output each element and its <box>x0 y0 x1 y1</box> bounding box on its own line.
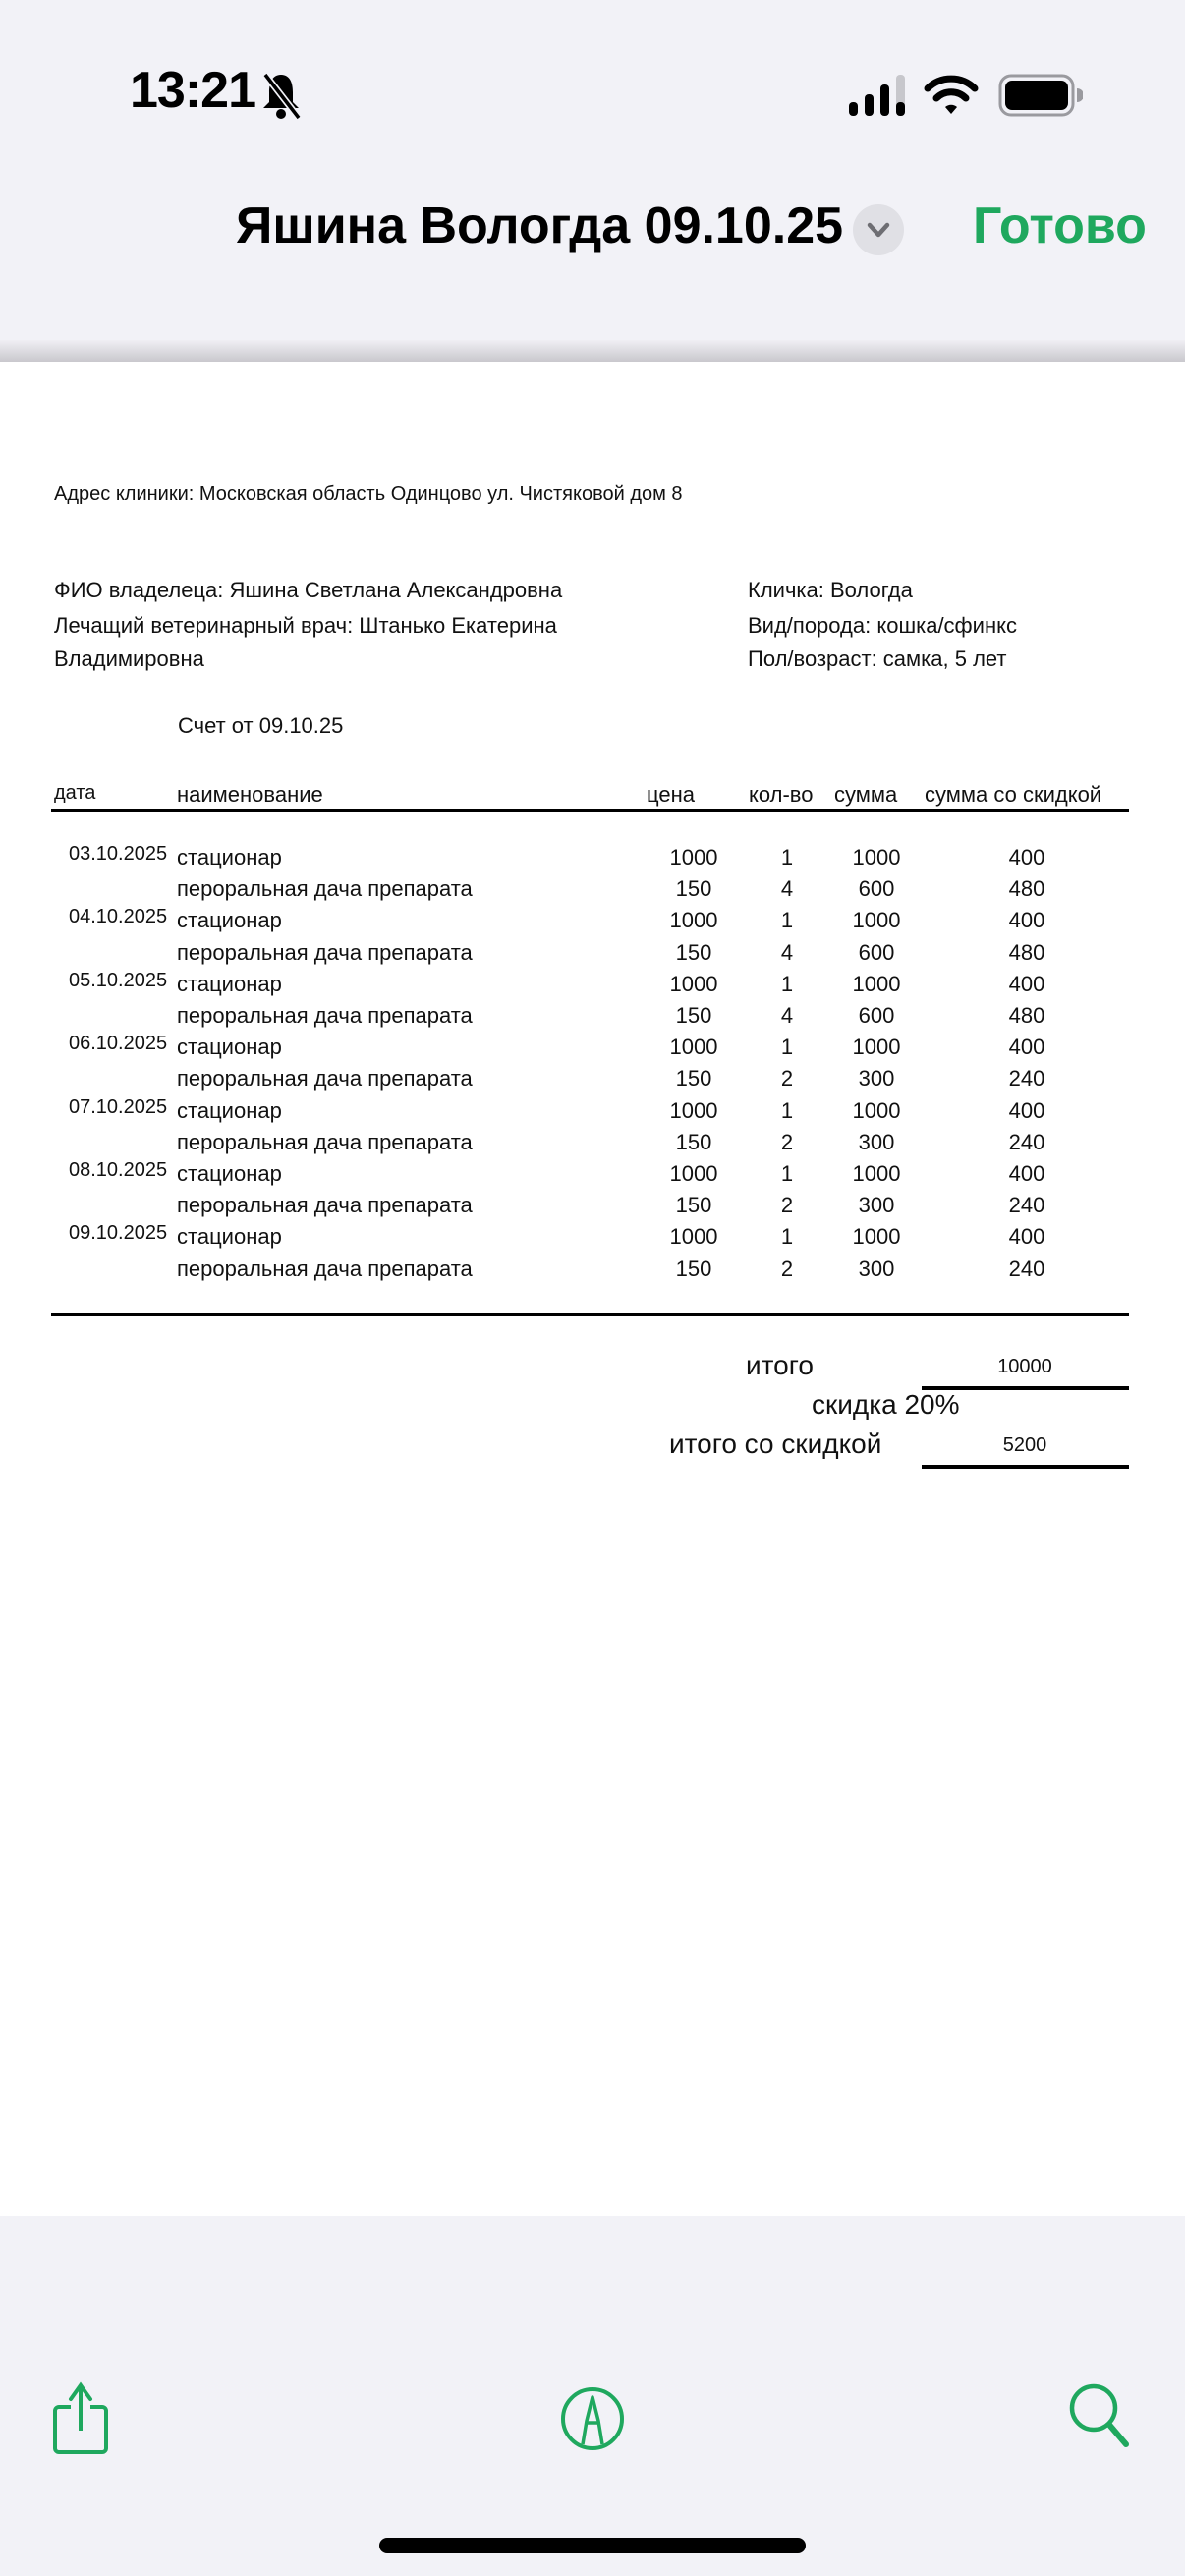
row-price: 1000 <box>669 1097 718 1123</box>
row-discounted: 240 <box>1008 1066 1045 1092</box>
bell-slash-icon <box>257 71 305 120</box>
table-row <box>0 876 1185 908</box>
row-qty: 1 <box>780 1224 794 1250</box>
row-qty: 1 <box>780 1035 794 1060</box>
row-price: 1000 <box>669 908 718 933</box>
row-discounted: 400 <box>1008 1161 1045 1186</box>
row-sum: 300 <box>858 1193 895 1218</box>
row-sum: 1000 <box>852 1161 901 1186</box>
row-qty: 1 <box>780 1161 794 1186</box>
row-discounted: 240 <box>1008 1256 1045 1281</box>
row-price: 150 <box>675 1129 712 1154</box>
row-price: 150 <box>675 1066 712 1092</box>
battery-icon <box>998 73 1083 118</box>
discounted-total-underline <box>922 1465 1129 1469</box>
search-icon[interactable] <box>1067 2381 1132 2452</box>
bottom-toolbar <box>0 2216 1185 2576</box>
discounted-total-value: 5200 <box>1002 1434 1047 1456</box>
row-price: 1000 <box>669 1035 718 1060</box>
table-row <box>0 940 1185 972</box>
header-qty: кол-во <box>749 782 814 807</box>
row-date: 06.10.2025 <box>69 1033 168 1055</box>
cellular-signal-icon <box>847 75 908 118</box>
row-qty: 1 <box>780 1097 794 1123</box>
row-name: пероральная дача препарата <box>177 1066 473 1092</box>
row-discounted: 400 <box>1008 1097 1045 1123</box>
row-name: стационар <box>177 971 282 996</box>
doctor-name-line2: Владимировна <box>54 646 204 671</box>
row-name: пероральная дача препарата <box>177 1193 473 1218</box>
row-discounted: 240 <box>1008 1193 1045 1218</box>
discounted-total-label: итого со скидкой <box>669 1428 882 1459</box>
row-qty: 1 <box>780 971 794 996</box>
markup-icon[interactable] <box>559 2383 626 2454</box>
row-price: 1000 <box>669 1224 718 1250</box>
pet-name: Кличка: Вологда <box>748 578 913 602</box>
row-price: 1000 <box>669 971 718 996</box>
status-bar <box>0 0 1185 187</box>
nav-divider <box>0 340 1185 362</box>
row-qty: 2 <box>780 1193 794 1218</box>
row-date: 08.10.2025 <box>69 1159 168 1181</box>
row-name: стационар <box>177 845 282 869</box>
home-indicator[interactable] <box>379 2538 806 2553</box>
row-sum: 600 <box>858 876 895 902</box>
done-button[interactable]: Готово <box>973 197 1147 254</box>
header-name: наименование <box>177 782 323 807</box>
chevron-down-icon <box>853 204 904 255</box>
row-sum: 1000 <box>852 845 901 869</box>
pet-sex-age: Пол/возраст: самка, 5 лет <box>748 646 1007 671</box>
table-row <box>0 969 1185 1003</box>
row-sum: 300 <box>858 1129 895 1154</box>
table-row <box>0 1161 1185 1193</box>
row-price: 150 <box>675 1193 712 1218</box>
row-name: пероральная дача препарата <box>177 876 473 902</box>
row-name: стационар <box>177 1161 282 1186</box>
row-date: 05.10.2025 <box>69 969 168 991</box>
row-date: 04.10.2025 <box>69 906 168 928</box>
row-sum: 600 <box>858 1003 895 1028</box>
row-discounted: 400 <box>1008 1224 1045 1250</box>
row-qty: 2 <box>780 1129 794 1154</box>
row-discounted: 400 <box>1008 908 1045 933</box>
wifi-icon <box>924 73 979 116</box>
row-discounted: 400 <box>1008 1035 1045 1060</box>
row-sum: 1000 <box>852 1035 901 1060</box>
table-row <box>0 908 1185 939</box>
row-price: 150 <box>675 1003 712 1028</box>
row-name: пероральная дача препарата <box>177 1129 473 1154</box>
document-title[interactable]: Яшина Вологда 09.10.25 <box>236 197 844 254</box>
pet-species: Вид/порода: кошка/сфинкс <box>748 613 1017 638</box>
row-date: 09.10.2025 <box>69 1222 168 1245</box>
row-date: 07.10.2025 <box>69 1095 168 1118</box>
row-qty: 1 <box>780 845 794 869</box>
row-sum: 300 <box>858 1066 895 1092</box>
row-name: пероральная дача препарата <box>177 1256 473 1281</box>
clinic-address: Адрес клиники: Московская область Одинцово ул. Чистяковой дом 8 <box>54 483 683 505</box>
row-qty: 4 <box>780 876 794 902</box>
table-row <box>0 845 1185 876</box>
row-discounted: 480 <box>1008 876 1045 902</box>
row-sum: 600 <box>858 939 895 965</box>
row-qty: 4 <box>780 939 794 965</box>
row-name: пероральная дача препарата <box>177 939 473 965</box>
row-sum: 300 <box>858 1256 895 1281</box>
header-rule <box>51 809 1129 812</box>
row-price: 1000 <box>669 1161 718 1186</box>
table-row <box>0 1035 1185 1066</box>
header-discounted: сумма со скидкой <box>925 782 1102 807</box>
table-row <box>0 1003 1185 1035</box>
header-sum: сумма <box>834 782 898 807</box>
row-name: стационар <box>177 1097 282 1123</box>
doctor-name-line1: Лечащий ветеринарный врач: Штанько Екатерина <box>54 613 557 638</box>
row-sum: 1000 <box>852 908 901 933</box>
row-qty: 1 <box>780 908 794 933</box>
title-menu-button[interactable] <box>853 204 904 255</box>
owner-name: ФИО владелеца: Яшина Светлана Александровна <box>54 578 563 602</box>
invoice-title: Счет от 09.10.25 <box>178 713 344 738</box>
row-sum: 1000 <box>852 971 901 996</box>
row-qty: 2 <box>780 1256 794 1281</box>
row-price: 1000 <box>669 845 718 869</box>
table-row <box>0 1095 1185 1130</box>
row-sum: 1000 <box>852 1224 901 1250</box>
row-discounted: 480 <box>1008 939 1045 965</box>
total-value: 10000 <box>997 1356 1052 1377</box>
table-row <box>0 1130 1185 1161</box>
row-qty: 2 <box>780 1066 794 1092</box>
row-discounted: 480 <box>1008 1003 1045 1028</box>
share-icon[interactable] <box>51 2381 110 2456</box>
table-bottom-rule <box>51 1313 1129 1316</box>
row-name: стационар <box>177 908 282 933</box>
row-discounted: 240 <box>1008 1129 1045 1154</box>
header-price: цена <box>647 782 695 807</box>
discount-label: скидка 20% <box>812 1389 960 1420</box>
table-row <box>0 1224 1185 1256</box>
row-name: пероральная дача препарата <box>177 1003 473 1028</box>
document-page[interactable] <box>0 362 1185 2216</box>
row-discounted: 400 <box>1008 845 1045 869</box>
row-price: 150 <box>675 939 712 965</box>
row-date: 03.10.2025 <box>69 843 168 865</box>
table-row <box>0 1257 1185 1288</box>
row-sum: 1000 <box>852 1097 901 1123</box>
row-discounted: 400 <box>1008 971 1045 996</box>
header-date: дата <box>54 782 96 804</box>
table-row <box>0 1066 1185 1097</box>
table-row <box>0 1193 1185 1224</box>
status-time: 13:21 <box>130 62 255 119</box>
row-price: 150 <box>675 876 712 902</box>
row-name: стационар <box>177 1035 282 1060</box>
row-qty: 4 <box>780 1003 794 1028</box>
total-label: итого <box>746 1350 814 1380</box>
row-name: стационар <box>177 1224 282 1250</box>
row-price: 150 <box>675 1256 712 1281</box>
